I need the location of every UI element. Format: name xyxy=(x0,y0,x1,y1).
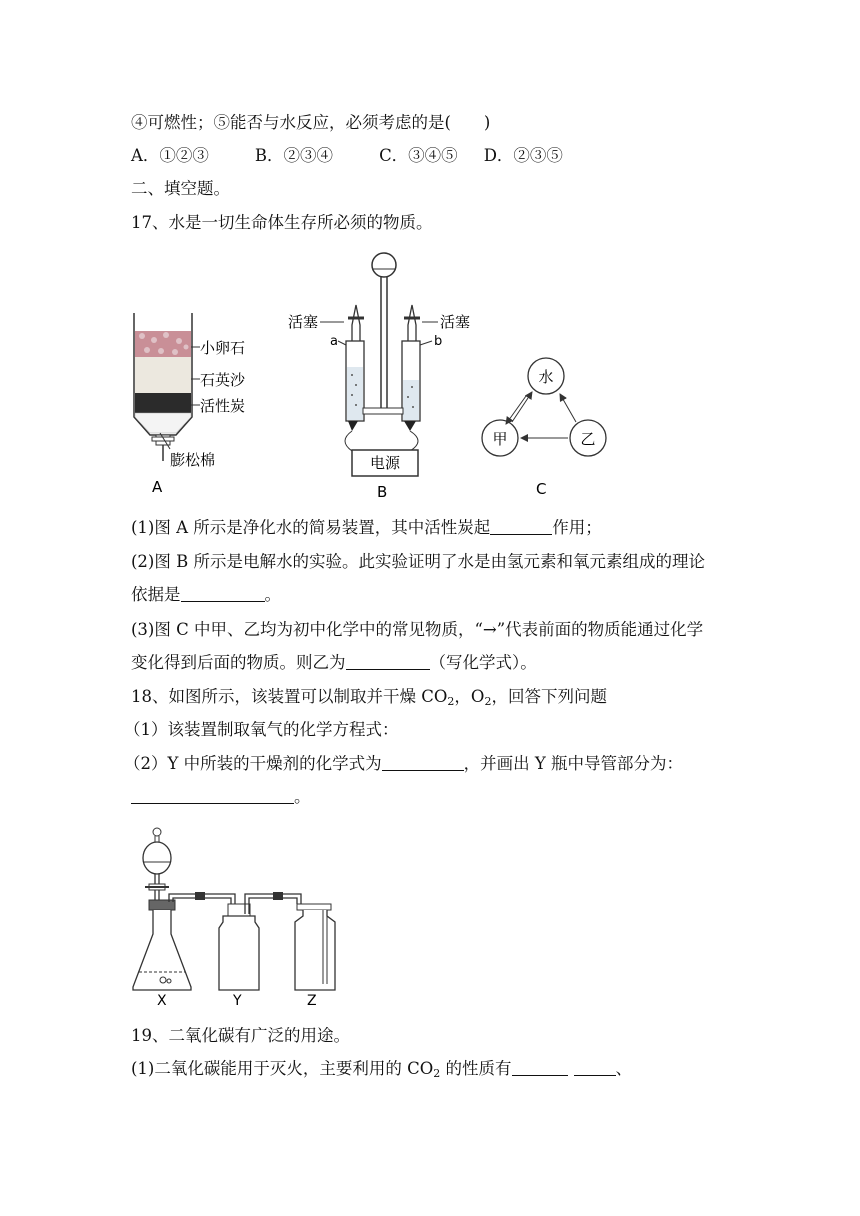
label-pebbles: 小卵石 xyxy=(200,339,246,357)
answer-blank-5[interactable] xyxy=(131,787,294,804)
sand-layer xyxy=(135,357,191,393)
cotton-layer xyxy=(135,413,191,433)
power-label: 电源 xyxy=(369,454,401,472)
q18-p2: （2）Y 中所装的干燥剂的化学式为 ，并画出 Y 瓶中导管部分为： xyxy=(124,754,684,773)
caption-b: B xyxy=(377,483,388,501)
carbon-layer xyxy=(135,393,191,413)
label-cotton: 膨松棉 xyxy=(170,451,216,469)
q17-p1: (1)图 A 所示是净化水的简易装置，其中活性炭起 作用； xyxy=(131,518,602,537)
q18-p1: （1）该装置制取氧气的化学方程式： xyxy=(124,720,399,739)
q18-p2-line2: 。 xyxy=(131,786,311,808)
answer-blank-1[interactable] xyxy=(490,518,552,535)
figure-b-electrolysis xyxy=(286,245,486,503)
figure-c-diagram xyxy=(476,350,616,500)
answer-blank-3[interactable] xyxy=(346,653,430,670)
figure-apparatus xyxy=(125,822,350,1010)
q16-options xyxy=(131,145,563,167)
q17-p3-line2: 变化得到后面的物质。则乙为 （写化学式）。 xyxy=(131,653,537,672)
label-y: Y xyxy=(233,993,242,1009)
node-jia-label: 甲 xyxy=(492,430,508,448)
q17-p2-line1: (2)图 B 所示是电解水的实验。此实验证明了水是由氢元素和氧元素组成的理论 xyxy=(131,552,705,571)
option-d: D．②③⑤ xyxy=(483,146,563,165)
label-sand: 石英沙 xyxy=(200,371,246,389)
answer-blank-6[interactable] xyxy=(512,1059,568,1076)
answer-blank-4[interactable] xyxy=(382,754,464,771)
label-carbon: 活性炭 xyxy=(200,397,246,415)
q19-p1: (1)二氧化碳能用于灭火，主要利用的 $CO_2$ 的性质有 、 xyxy=(131,1059,633,1080)
label-x: X xyxy=(157,993,167,1009)
figure-a-filter xyxy=(120,305,260,500)
caption-c: C xyxy=(536,480,547,498)
tube-b-label: b xyxy=(434,334,443,349)
q17-stem: 17、水是一切生命体生存所必须的物质。 xyxy=(131,213,433,232)
node-yi-label: 乙 xyxy=(580,430,596,448)
q16-stem-end: ④可燃性；⑤能否与水反应，必须考虑的是( ) xyxy=(131,113,491,132)
q19-stem: 19、二氧化碳有广泛的用途。 xyxy=(131,1026,350,1045)
option-c: C．③④⑤ xyxy=(379,146,458,165)
stopcock-right-label: 活塞 xyxy=(440,313,471,331)
q18-stem: 18、如图所示，该装置可以制取并干燥 $CO_2$，$O_2$，回答下列问题 xyxy=(131,687,607,708)
label-z: Z xyxy=(307,993,317,1009)
section-title: 二、填空题。 xyxy=(131,179,230,198)
answer-blank-2[interactable] xyxy=(181,585,265,602)
option-a: A．①②③ xyxy=(131,146,209,165)
stopcock-left-label: 活塞 xyxy=(288,313,319,331)
caption-a: A xyxy=(152,478,163,496)
option-b: B．②③④ xyxy=(254,146,334,165)
tube-a-label: a xyxy=(330,334,338,349)
q17-p2-line2: 依据是 。 xyxy=(131,585,281,604)
node-water-label: 水 xyxy=(538,368,554,386)
q17-p3-line1: (3)图 C 中甲、乙均为初中化学中的常见物质，“→”代表前面的物质能通过化学 xyxy=(131,620,704,639)
answer-blank-7[interactable] xyxy=(574,1059,616,1076)
